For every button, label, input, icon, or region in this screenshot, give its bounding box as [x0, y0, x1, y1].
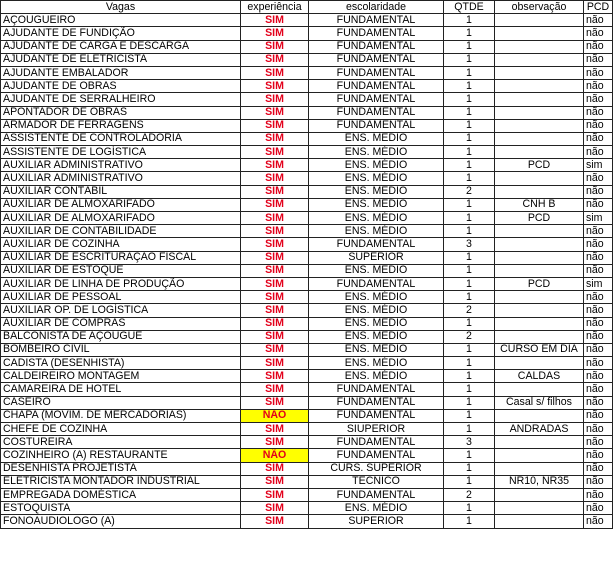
vaga-cell: COSTUREIRA [1, 436, 241, 449]
pcd-cell: não [584, 436, 613, 449]
escolaridade-cell: ENS. MÉDIO [309, 330, 444, 343]
experiencia-cell: SIM [241, 343, 309, 356]
table-row [1, 225, 613, 238]
pcd-cell: sim [584, 159, 613, 172]
observacao-cell [495, 106, 584, 119]
table-row [1, 488, 613, 501]
vaga-cell: EMPREGADA DOMÉSTICA [1, 488, 241, 501]
pcd-cell: não [584, 291, 613, 304]
qtde-cell: 1 [444, 317, 495, 330]
table-row [1, 317, 613, 330]
pcd-cell: não [584, 515, 613, 528]
table-row [1, 212, 613, 225]
experiencia-cell: SIM [241, 132, 309, 145]
table-row [1, 80, 613, 93]
escolaridade-cell: FUNDAMENTAL [309, 93, 444, 106]
observacao-cell: CALDAS [495, 370, 584, 383]
table-row [1, 409, 613, 422]
experiencia-cell: NÃO [241, 449, 309, 462]
qtde-cell: 1 [444, 251, 495, 264]
table-row [1, 40, 613, 53]
qtde-cell: 2 [444, 185, 495, 198]
table-row [1, 172, 613, 185]
vaga-cell: AJUDANTE DE ELETRICISTA [1, 53, 241, 66]
vaga-cell: AJUDANTE EMBALADOR [1, 66, 241, 79]
vaga-cell: ASSISTENTE DE LOGÍSTICA [1, 146, 241, 159]
pcd-cell: não [584, 357, 613, 370]
escolaridade-cell: ENS. MÉDIO [309, 212, 444, 225]
pcd-cell: não [584, 66, 613, 79]
experiencia-cell: SIM [241, 225, 309, 238]
vaga-cell: AJUDANTE DE SERRALHEIRO [1, 93, 241, 106]
observacao-cell [495, 304, 584, 317]
experiencia-cell: SIM [241, 172, 309, 185]
escolaridade-cell: FUNDAMENTAL [309, 238, 444, 251]
escolaridade-cell: ENS. MÉDIO [309, 185, 444, 198]
escolaridade-cell: FUNDAMENTAL [309, 40, 444, 53]
table-row [1, 515, 613, 528]
pcd-cell: não [584, 80, 613, 93]
vaga-cell: AUXILIAR DE CONTABILIDADE [1, 225, 241, 238]
escolaridade-cell: ENS. MÉDIO [309, 343, 444, 356]
pcd-cell: não [584, 27, 613, 40]
qtde-cell: 1 [444, 14, 495, 27]
qtde-cell: 1 [444, 119, 495, 132]
vaga-cell: AUXILIAR ADMINISTRATIVO [1, 159, 241, 172]
pcd-cell: não [584, 317, 613, 330]
table-row [1, 185, 613, 198]
observacao-cell [495, 488, 584, 501]
vaga-cell: AUXILIAR DE COZINHA [1, 238, 241, 251]
qtde-cell: 1 [444, 106, 495, 119]
experiencia-cell: SIM [241, 119, 309, 132]
escolaridade-cell: FUNDAMENTAL [309, 27, 444, 40]
qtde-cell: 1 [444, 502, 495, 515]
qtde-cell: 1 [444, 159, 495, 172]
header-pcd: PCD [584, 1, 613, 14]
vaga-cell: DESENHISTA PROJETISTA [1, 462, 241, 475]
observacao-cell [495, 225, 584, 238]
qtde-cell: 1 [444, 93, 495, 106]
vaga-cell: AUXILIAR CONTÁBIL [1, 185, 241, 198]
table-row [1, 66, 613, 79]
escolaridade-cell: SUPERIOR [309, 515, 444, 528]
experiencia-cell: SIM [241, 80, 309, 93]
observacao-cell [495, 172, 584, 185]
experiencia-cell: SIM [241, 238, 309, 251]
pcd-cell: não [584, 119, 613, 132]
table-row [1, 27, 613, 40]
experiencia-cell: SIM [241, 383, 309, 396]
escolaridade-cell: FUNDAMENTAL [309, 66, 444, 79]
experiencia-cell: NÃO [241, 409, 309, 422]
experiencia-cell: SIM [241, 423, 309, 436]
pcd-cell: não [584, 488, 613, 501]
qtde-cell: 1 [444, 449, 495, 462]
qtde-cell: 1 [444, 423, 495, 436]
pcd-cell: não [584, 172, 613, 185]
vaga-cell: CHAPA (MOVIM. DE MERCADORIAS) [1, 409, 241, 422]
vaga-cell: AJUDANTE DE OBRAS [1, 80, 241, 93]
observacao-cell [495, 80, 584, 93]
qtde-cell: 2 [444, 330, 495, 343]
experiencia-cell: SIM [241, 277, 309, 290]
table-row [1, 238, 613, 251]
vaga-cell: CALDEIREIRO MONTAGEM [1, 370, 241, 383]
observacao-cell [495, 502, 584, 515]
table-row [1, 132, 613, 145]
vaga-cell: BOMBEIRO CIVIL [1, 343, 241, 356]
observacao-cell: ANDRADAS [495, 423, 584, 436]
observacao-cell [495, 449, 584, 462]
table-row [1, 251, 613, 264]
experiencia-cell: SIM [241, 502, 309, 515]
escolaridade-cell: ENS. MÉDIO [309, 304, 444, 317]
vaga-cell: AUXILIAR DE COMPRAS [1, 317, 241, 330]
vaga-cell: AJUDANTE DE CARGA E DESCARGA [1, 40, 241, 53]
observacao-cell [495, 132, 584, 145]
observacao-cell [495, 291, 584, 304]
pcd-cell: não [584, 409, 613, 422]
experiencia-cell: SIM [241, 370, 309, 383]
observacao-cell [495, 53, 584, 66]
table-row [1, 396, 613, 409]
qtde-cell: 2 [444, 488, 495, 501]
table-row [1, 357, 613, 370]
experiencia-cell: SIM [241, 304, 309, 317]
header-experiencia: experiência [241, 1, 309, 14]
observacao-cell [495, 185, 584, 198]
table-row [1, 146, 613, 159]
experiencia-cell: SIM [241, 251, 309, 264]
pcd-cell: não [584, 304, 613, 317]
observacao-cell [495, 409, 584, 422]
qtde-cell: 1 [444, 370, 495, 383]
escolaridade-cell: FUNDAMENTAL [309, 409, 444, 422]
observacao-cell [495, 317, 584, 330]
table-row [1, 198, 613, 211]
experiencia-cell: SIM [241, 317, 309, 330]
qtde-cell: 1 [444, 225, 495, 238]
vaga-cell: CASEIRO [1, 396, 241, 409]
qtde-cell: 1 [444, 475, 495, 488]
escolaridade-cell: SIUPERIOR [309, 423, 444, 436]
table-header [1, 1, 613, 14]
escolaridade-cell: FUNDAMENTAL [309, 436, 444, 449]
observacao-cell [495, 436, 584, 449]
qtde-cell: 1 [444, 40, 495, 53]
qtde-cell: 1 [444, 27, 495, 40]
qtde-cell: 3 [444, 238, 495, 251]
experiencia-cell: SIM [241, 146, 309, 159]
experiencia-cell: SIM [241, 515, 309, 528]
escolaridade-cell: ENS. MÉDIO [309, 264, 444, 277]
pcd-cell: não [584, 14, 613, 27]
vaga-cell: AUXILIAR DE ESTOQUE [1, 264, 241, 277]
observacao-cell [495, 251, 584, 264]
pcd-cell: não [584, 238, 613, 251]
escolaridade-cell: FUNDAMENTAL [309, 80, 444, 93]
escolaridade-cell: ENS. MÉDIO [309, 159, 444, 172]
table-row [1, 264, 613, 277]
escolaridade-cell: ENS. MÉDIO [309, 357, 444, 370]
pcd-cell: não [584, 146, 613, 159]
experiencia-cell: SIM [241, 159, 309, 172]
escolaridade-cell: ENS. MÉDIO [309, 317, 444, 330]
qtde-cell: 1 [444, 212, 495, 225]
observacao-cell [495, 27, 584, 40]
qtde-cell: 1 [444, 357, 495, 370]
pcd-cell: não [584, 93, 613, 106]
escolaridade-cell: FUNDAMENTAL [309, 488, 444, 501]
experiencia-cell: SIM [241, 66, 309, 79]
vaga-cell: AJUDANTE DE FUNDIÇÃO [1, 27, 241, 40]
table-row [1, 277, 613, 290]
table-row [1, 449, 613, 462]
header-observacao: observação [495, 1, 584, 14]
vaga-cell: AÇOUGUEIRO [1, 14, 241, 27]
pcd-cell: não [584, 396, 613, 409]
table-row [1, 304, 613, 317]
vaga-cell: CHEFE DE COZINHA [1, 423, 241, 436]
escolaridade-cell: ENS. MÉDIO [309, 132, 444, 145]
observacao-cell: Casal s/ filhos [495, 396, 584, 409]
table-row [1, 423, 613, 436]
pcd-cell: não [584, 225, 613, 238]
qtde-cell: 1 [444, 462, 495, 475]
table-row [1, 502, 613, 515]
table-row [1, 370, 613, 383]
vaga-cell: COZINHEIRO (A) RESTAURANTE [1, 449, 241, 462]
pcd-cell: sim [584, 277, 613, 290]
observacao-cell [495, 93, 584, 106]
observacao-cell [495, 40, 584, 53]
vaga-cell: AUXILIAR OP. DE LOGÍSTICA [1, 304, 241, 317]
qtde-cell: 2 [444, 304, 495, 317]
experiencia-cell: SIM [241, 40, 309, 53]
experiencia-cell: SIM [241, 212, 309, 225]
pcd-cell: não [584, 462, 613, 475]
table-row [1, 53, 613, 66]
qtde-cell: 1 [444, 515, 495, 528]
observacao-cell [495, 264, 584, 277]
observacao-cell: NR10, NR35 [495, 475, 584, 488]
observacao-cell [495, 462, 584, 475]
table-row [1, 462, 613, 475]
table-row [1, 475, 613, 488]
vaga-cell: BALCONISTA DE AÇOUGUE [1, 330, 241, 343]
table-row [1, 106, 613, 119]
pcd-cell: não [584, 264, 613, 277]
observacao-cell: PCD [495, 159, 584, 172]
vaga-cell: AUXILIAR DE LINHA DE PRODUÇÃO [1, 277, 241, 290]
observacao-cell [495, 330, 584, 343]
experiencia-cell: SIM [241, 27, 309, 40]
observacao-cell [495, 66, 584, 79]
table-row [1, 383, 613, 396]
vaga-cell: AUXILIAR DE ESCRITURAÇÃO FISCAL [1, 251, 241, 264]
qtde-cell: 1 [444, 277, 495, 290]
qtde-cell: 1 [444, 343, 495, 356]
experiencia-cell: SIM [241, 53, 309, 66]
vaga-cell: ASSISTENTE DE CONTROLADORIA [1, 132, 241, 145]
vaga-cell: CADISTA (DESENHISTA) [1, 357, 241, 370]
header-vagas: Vagas [1, 1, 241, 14]
header-escolaridade: escolaridade [309, 1, 444, 14]
pcd-cell: não [584, 475, 613, 488]
escolaridade-cell: ENS. MÉDIO [309, 172, 444, 185]
escolaridade-cell: FUNDAMENTAL [309, 277, 444, 290]
table-row [1, 436, 613, 449]
escolaridade-cell: TÉCNICO [309, 475, 444, 488]
vaga-cell: ESTOQUISTA [1, 502, 241, 515]
table-row [1, 14, 613, 27]
pcd-cell: não [584, 370, 613, 383]
pcd-cell: não [584, 106, 613, 119]
observacao-cell: PCD [495, 212, 584, 225]
observacao-cell [495, 383, 584, 396]
experiencia-cell: SIM [241, 291, 309, 304]
qtde-cell: 1 [444, 66, 495, 79]
vaga-cell: CAMAREIRA DE HOTEL [1, 383, 241, 396]
escolaridade-cell: FUNDAMENTAL [309, 119, 444, 132]
escolaridade-cell: ENS. MÉDIO [309, 291, 444, 304]
pcd-cell: não [584, 53, 613, 66]
observacao-cell [495, 238, 584, 251]
pcd-cell: não [584, 132, 613, 145]
experiencia-cell: SIM [241, 330, 309, 343]
experiencia-cell: SIM [241, 488, 309, 501]
escolaridade-cell: ENS. MÉDIO [309, 225, 444, 238]
experiencia-cell: SIM [241, 185, 309, 198]
vaga-cell: FONOAUDIOLOGO (A) [1, 515, 241, 528]
escolaridade-cell: ENS. MÉDIO [309, 146, 444, 159]
experiencia-cell: SIM [241, 264, 309, 277]
experiencia-cell: SIM [241, 93, 309, 106]
table-row [1, 291, 613, 304]
vaga-cell: APONTADOR DE OBRAS [1, 106, 241, 119]
qtde-cell: 1 [444, 383, 495, 396]
vaga-cell: AUXILIAR DE ALMOXARIFADO [1, 212, 241, 225]
observacao-cell: CNH B [495, 198, 584, 211]
qtde-cell: 1 [444, 291, 495, 304]
escolaridade-cell: ENS. MÉDIO [309, 502, 444, 515]
qtde-cell: 1 [444, 396, 495, 409]
experiencia-cell: SIM [241, 436, 309, 449]
qtde-cell: 1 [444, 53, 495, 66]
pcd-cell: não [584, 185, 613, 198]
escolaridade-cell: ENS. MÉDIO [309, 198, 444, 211]
escolaridade-cell: FUNDAMENTAL [309, 383, 444, 396]
pcd-cell: não [584, 40, 613, 53]
table-row [1, 93, 613, 106]
qtde-cell: 1 [444, 172, 495, 185]
observacao-cell [495, 119, 584, 132]
observacao-cell [495, 515, 584, 528]
pcd-cell: não [584, 343, 613, 356]
experiencia-cell: SIM [241, 14, 309, 27]
experiencia-cell: SIM [241, 198, 309, 211]
experiencia-cell: SIM [241, 106, 309, 119]
header-row [1, 1, 613, 14]
escolaridade-cell: FUNDAMENTAL [309, 14, 444, 27]
qtde-cell: 1 [444, 264, 495, 277]
table-row [1, 159, 613, 172]
pcd-cell: não [584, 198, 613, 211]
observacao-cell: PCD [495, 277, 584, 290]
header-qtde: QTDE [444, 1, 495, 14]
pcd-cell: não [584, 449, 613, 462]
qtde-cell: 1 [444, 409, 495, 422]
observacao-cell: CURSO EM DIA [495, 343, 584, 356]
qtde-cell: 1 [444, 198, 495, 211]
observacao-cell [495, 357, 584, 370]
vaga-cell: AUXILIAR DE ALMOXARIFADO [1, 198, 241, 211]
vaga-cell: AUXILIAR DE PESSOAL [1, 291, 241, 304]
vaga-cell: ELETRICISTA MONTADOR INDUSTRIAL [1, 475, 241, 488]
escolaridade-cell: CURS. SUPERIOR [309, 462, 444, 475]
qtde-cell: 3 [444, 436, 495, 449]
escolaridade-cell: SUPERIOR [309, 251, 444, 264]
table-row [1, 119, 613, 132]
pcd-cell: não [584, 383, 613, 396]
experiencia-cell: SIM [241, 475, 309, 488]
escolaridade-cell: FUNDAMENTAL [309, 449, 444, 462]
escolaridade-cell: ENS. MÉDIO [309, 370, 444, 383]
escolaridade-cell: FUNDAMENTAL [309, 396, 444, 409]
experiencia-cell: SIM [241, 396, 309, 409]
pcd-cell: sim [584, 212, 613, 225]
pcd-cell: não [584, 502, 613, 515]
table-row [1, 343, 613, 356]
experiencia-cell: SIM [241, 462, 309, 475]
vaga-cell: AUXILIAR ADMINISTRATIVO [1, 172, 241, 185]
qtde-cell: 1 [444, 132, 495, 145]
pcd-cell: não [584, 330, 613, 343]
escolaridade-cell: FUNDAMENTAL [309, 106, 444, 119]
qtde-cell: 1 [444, 146, 495, 159]
pcd-cell: não [584, 251, 613, 264]
escolaridade-cell: FUNDAMENTAL [309, 53, 444, 66]
observacao-cell [495, 146, 584, 159]
table-row [1, 330, 613, 343]
pcd-cell: não [584, 423, 613, 436]
observacao-cell [495, 14, 584, 27]
table-body [1, 14, 613, 528]
vaga-cell: ARMADOR DE FERRAGENS [1, 119, 241, 132]
qtde-cell: 1 [444, 80, 495, 93]
experiencia-cell: SIM [241, 357, 309, 370]
